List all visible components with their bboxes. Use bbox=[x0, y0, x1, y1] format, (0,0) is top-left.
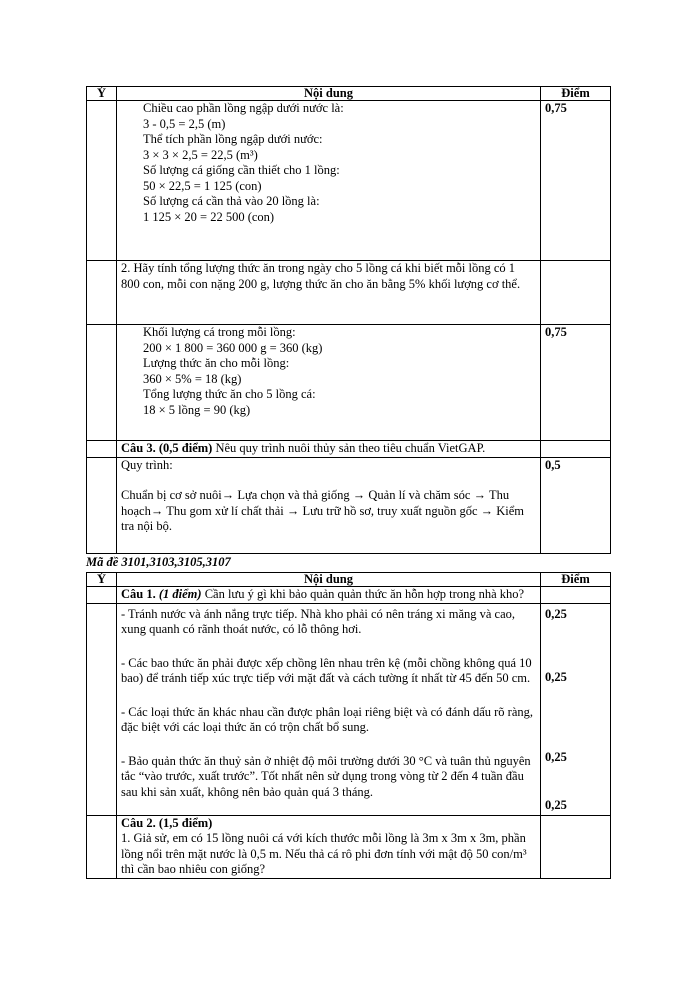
process-title: Quy trình: bbox=[121, 457, 173, 472]
cell-y bbox=[87, 603, 117, 815]
header-y: Ý bbox=[87, 87, 117, 101]
cell-content bbox=[117, 603, 541, 815]
score-item: 0,25 bbox=[545, 798, 567, 812]
answer-item: - Các bao thức ăn phải được xếp chồng lên nhau trên kệ (mỗi chồng không quá 10 bao) để tránh tiếp xúc trực tiếp với mặt đất và cách tường ít nhất từ 45 đến 50 cm. bbox=[121, 655, 532, 685]
table-header-row bbox=[87, 573, 611, 587]
score-item: 0,25 bbox=[545, 670, 567, 684]
question-text: 2. Hãy tính tổng lượng thức ăn trong ngày cho 5 lồng cá khi biết mỗi lồng có 1 800 con, mỗi con nặng 200 g, lượng thức ăn cho ăn bằng 5% khối lượng cơ thể. bbox=[117, 261, 541, 325]
cell-y bbox=[87, 261, 117, 325]
text-line: Khối lượng cá trong mỗi lồng: bbox=[143, 325, 296, 339]
question-label: Câu 2. (1,5 điểm) bbox=[121, 815, 213, 830]
text-line: Thể tích phần lồng ngập dưới nước: bbox=[143, 132, 323, 146]
question-text bbox=[117, 587, 541, 604]
cell-content bbox=[117, 101, 541, 261]
table-row bbox=[87, 457, 611, 553]
question-body: Cần lưu ý gì khi bảo quản quản thức ăn hỗn hợp trong nhà kho? bbox=[201, 587, 525, 601]
header-score: Điểm bbox=[541, 573, 611, 587]
process-steps: Chuẩn bị cơ sở nuôi→ Lựa chọn và thả giống → Quản lí và chăm sóc → Thu hoạch→ Thu gom xử lí chất thải → Lưu trữ hồ sơ, truy xuất nguồn gốc → Kiểm tra nội bộ. bbox=[121, 488, 525, 533]
cell-score bbox=[541, 587, 611, 604]
text-line: 360 × 5% = 18 (kg) bbox=[143, 371, 242, 386]
question-label: Câu 3. (0,5 điểm) bbox=[121, 441, 213, 455]
answer-table-2 bbox=[86, 572, 611, 879]
text-line: Số lượng cá giống cần thiết cho 1 lồng: bbox=[143, 163, 340, 177]
table-header-row bbox=[87, 87, 611, 101]
cell-content bbox=[117, 815, 541, 878]
cell-score bbox=[541, 815, 611, 878]
answer-table-1 bbox=[86, 86, 611, 554]
text-line: 18 × 5 lồng = 90 (kg) bbox=[143, 402, 251, 417]
header-content: Nội dung bbox=[117, 573, 541, 587]
cell-score bbox=[541, 441, 611, 458]
cell-content bbox=[117, 325, 541, 441]
answer-item: - Các loại thức ăn khác nhau cần được phân loại riêng biệt và có đánh dấu rõ ràng, đặc biệt với các loại thức ăn có trộn chất bổ sung. bbox=[121, 704, 534, 734]
table-row bbox=[87, 603, 611, 815]
cell-content bbox=[117, 457, 541, 553]
text-line: Lượng thức ăn cho mỗi lồng: bbox=[143, 356, 290, 370]
cell-y bbox=[87, 457, 117, 553]
table-row bbox=[87, 815, 611, 878]
text-line: 1 125 × 20 = 22 500 (con) bbox=[143, 209, 275, 224]
header-score: Điểm bbox=[541, 87, 611, 101]
table-row bbox=[87, 325, 611, 441]
question-body: 1. Giả sử, em có 15 lồng nuôi cá với kích thước mỗi lồng là 3m x 3m x 3m, phần lồng nổi trên mặt nước là 0,5 m. Nếu thả cá rô phi đơn tính với mật độ 50 con/m³ thì cần bao nhiêu con giống? bbox=[121, 831, 527, 876]
text-line: Tổng lượng thức ăn cho 5 lồng cá: bbox=[143, 387, 316, 401]
cell-y bbox=[87, 587, 117, 604]
question-points: (1 điểm) bbox=[155, 587, 202, 601]
text-line: Số lượng cá cần thả vào 20 lồng là: bbox=[143, 194, 320, 208]
question-body: Nêu quy trình nuôi thủy sản theo tiêu chuẩn VietGAP. bbox=[212, 441, 486, 455]
cell-score: 0,5 bbox=[541, 457, 611, 553]
table-row bbox=[87, 261, 611, 325]
text-line: 3 - 0,5 = 2,5 (m) bbox=[143, 116, 226, 131]
score-item: 0,25 bbox=[545, 749, 567, 764]
text-line: 3 × 3 × 2,5 = 22,5 (m³) bbox=[143, 147, 258, 162]
cell-y bbox=[87, 815, 117, 878]
table-row bbox=[87, 587, 611, 604]
cell-score bbox=[541, 603, 611, 815]
cell-score: 0,75 bbox=[541, 101, 611, 261]
table-row bbox=[87, 101, 611, 261]
table-row bbox=[87, 441, 611, 458]
exam-code-label: Mã đề 3101,3103,3105,3107 bbox=[86, 555, 231, 569]
cell-score bbox=[541, 261, 611, 325]
score-item: 0,25 bbox=[545, 606, 567, 621]
header-y: Ý bbox=[87, 573, 117, 587]
cell-y bbox=[87, 101, 117, 261]
text-line: Chiều cao phần lồng ngập dưới nước là: bbox=[143, 101, 344, 115]
header-content: Nội dung bbox=[117, 87, 541, 101]
question-label: Câu 1. bbox=[121, 587, 156, 601]
cell-score: 0,75 bbox=[541, 325, 611, 441]
text-line: 50 × 22,5 = 1 125 (con) bbox=[143, 178, 262, 193]
answer-item: - Bảo quản thức ăn thuỷ sản ở nhiệt độ môi trường dưới 30 °C và tuân thủ nguyên tắc “vào trước, xuất trước”. Tốt nhất nên sử dụng trong vòng từ 2 đến 4 tuần đầu sau khi sản xuất, không nên bảo quản quá 3 tháng. bbox=[121, 753, 531, 799]
question-text bbox=[117, 441, 541, 458]
text-line: 200 × 1 800 = 360 000 g = 360 (kg) bbox=[143, 340, 323, 355]
cell-y bbox=[87, 325, 117, 441]
answer-item: - Tránh nước và ánh nắng trực tiếp. Nhà kho phải có nên tráng xi măng và cao, xung quanh có rãnh thoát nước, có lỗ thông hơi. bbox=[121, 606, 516, 636]
cell-y bbox=[87, 441, 117, 458]
